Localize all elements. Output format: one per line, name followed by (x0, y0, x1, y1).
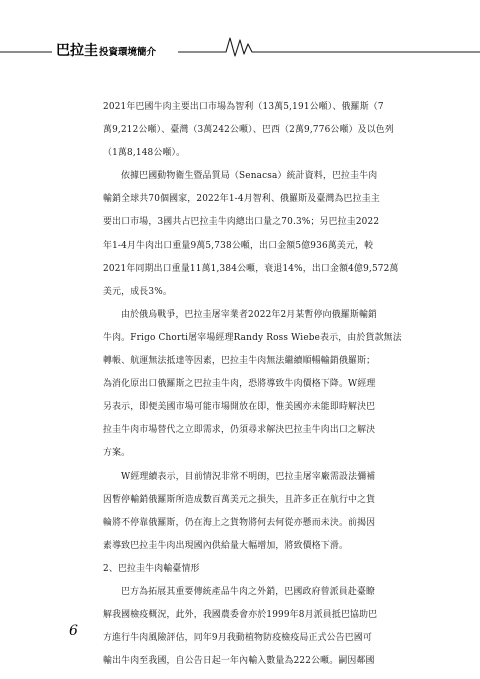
paragraph-senacsa-statistics (103, 165, 415, 304)
text-line: 要出口市場，3國共占巴拉圭牛肉總出口量之70.3%；另巴拉圭2022 (103, 217, 380, 228)
text-line: 解我國檢疫概況，此外，我國農委會亦於1999年8月派員抵巴協助巴 (103, 610, 378, 621)
section-heading-text: 2、巴拉圭牛肉輸臺情形 (103, 563, 200, 574)
text-line: 巴方為拓展其重要傳統產品牛肉之外銷，巴國政府曾派員赴臺瞭 (121, 586, 376, 597)
paragraph-russia-ukraine (103, 304, 415, 466)
text-line: 拉圭牛肉市場替代之立即需求，仍須尋求解決巴拉圭牛肉出口之解決 (103, 425, 376, 436)
text-line: 另表示，即便美國市場可能市場開放在即，惟美國亦未能即時解決巴 (103, 402, 376, 413)
paragraph-export-markets (103, 96, 415, 165)
header-title-main: 巴拉圭 (56, 43, 98, 59)
section-heading (103, 558, 415, 581)
text-line: 輸出牛肉至我國，自公告日起一年內輸入數量為222公噸。嗣因鄰國 (103, 656, 375, 667)
header-title-sub: 投資環境簡介 (99, 47, 157, 58)
text-line: 為消化原出口俄羅斯之巴拉圭牛肉，恐將導致牛肉價格下降。W經理 (103, 379, 376, 390)
page-body (103, 96, 415, 673)
text-line: 萬9,212公噸）、臺灣（3萬242公噸）、巴西（2萬9,776公噸）及以色列 (103, 125, 394, 136)
text-line: （1萬8,148公噸）。 (103, 148, 186, 159)
page-header (0, 34, 480, 58)
text-line: 由於俄烏戰爭，巴拉圭屠宰業者2022年2月某暫停向俄羅斯輸銷 (121, 309, 378, 320)
text-line: 轉帳、航運無法抵達等因素，巴拉圭牛肉無法繼續順暢輸銷俄羅斯； (103, 356, 376, 367)
text-line: 依據巴國動物衛生暨品質局（Senacsa）統計資料，巴拉圭牛肉 (121, 171, 378, 182)
text-line: W經理續表示，目前情況非常不明朗，巴拉圭屠宰廠需設法彌補 (121, 471, 376, 482)
text-line: 方案。 (103, 448, 131, 459)
text-line: 年1-4月牛肉出口重量9萬5,738公噸，出口金額5億936萬美元，較 (103, 240, 374, 251)
text-line: 牛肉。Frigo Chorti屠宰場經理Randy Ross Wiebe表示，由於貨款無法 (103, 332, 402, 343)
header-title (56, 40, 156, 60)
paragraph-taiwan-imports (103, 581, 415, 673)
text-line: 因暫停輸銷俄羅斯所造成數百萬美元之損失，且許多正在航行中之貨 (103, 494, 376, 505)
text-line: 素導致巴拉圭牛肉出現國內供給量大幅增加，將致價格下滑。 (103, 540, 349, 551)
text-line: 2021年巴國牛肉主要出口市場為智利（13萬5,191公噸）、俄羅斯（7 (103, 102, 384, 112)
paragraph-manager-statement (103, 466, 415, 558)
text-line: 輪將不停靠俄羅斯，仍在海上之貨物將何去何從亦懸而未決。前揭因 (103, 517, 376, 528)
page-number: 6 (69, 623, 78, 639)
text-line: 輸銷全球共70個國家，2022年1-4月智利、俄羅斯及臺灣為巴拉圭主 (103, 194, 380, 205)
text-line: 方進行牛肉風險評估，同年9月我動植物防疫檢疫局正式公告巴國可 (103, 633, 373, 644)
text-line: 2021年同期出口重量11萬1,384公噸，衰退14%，出口金額4億9,572萬 (103, 263, 399, 274)
text-line: 美元，成長3%。 (103, 286, 172, 297)
